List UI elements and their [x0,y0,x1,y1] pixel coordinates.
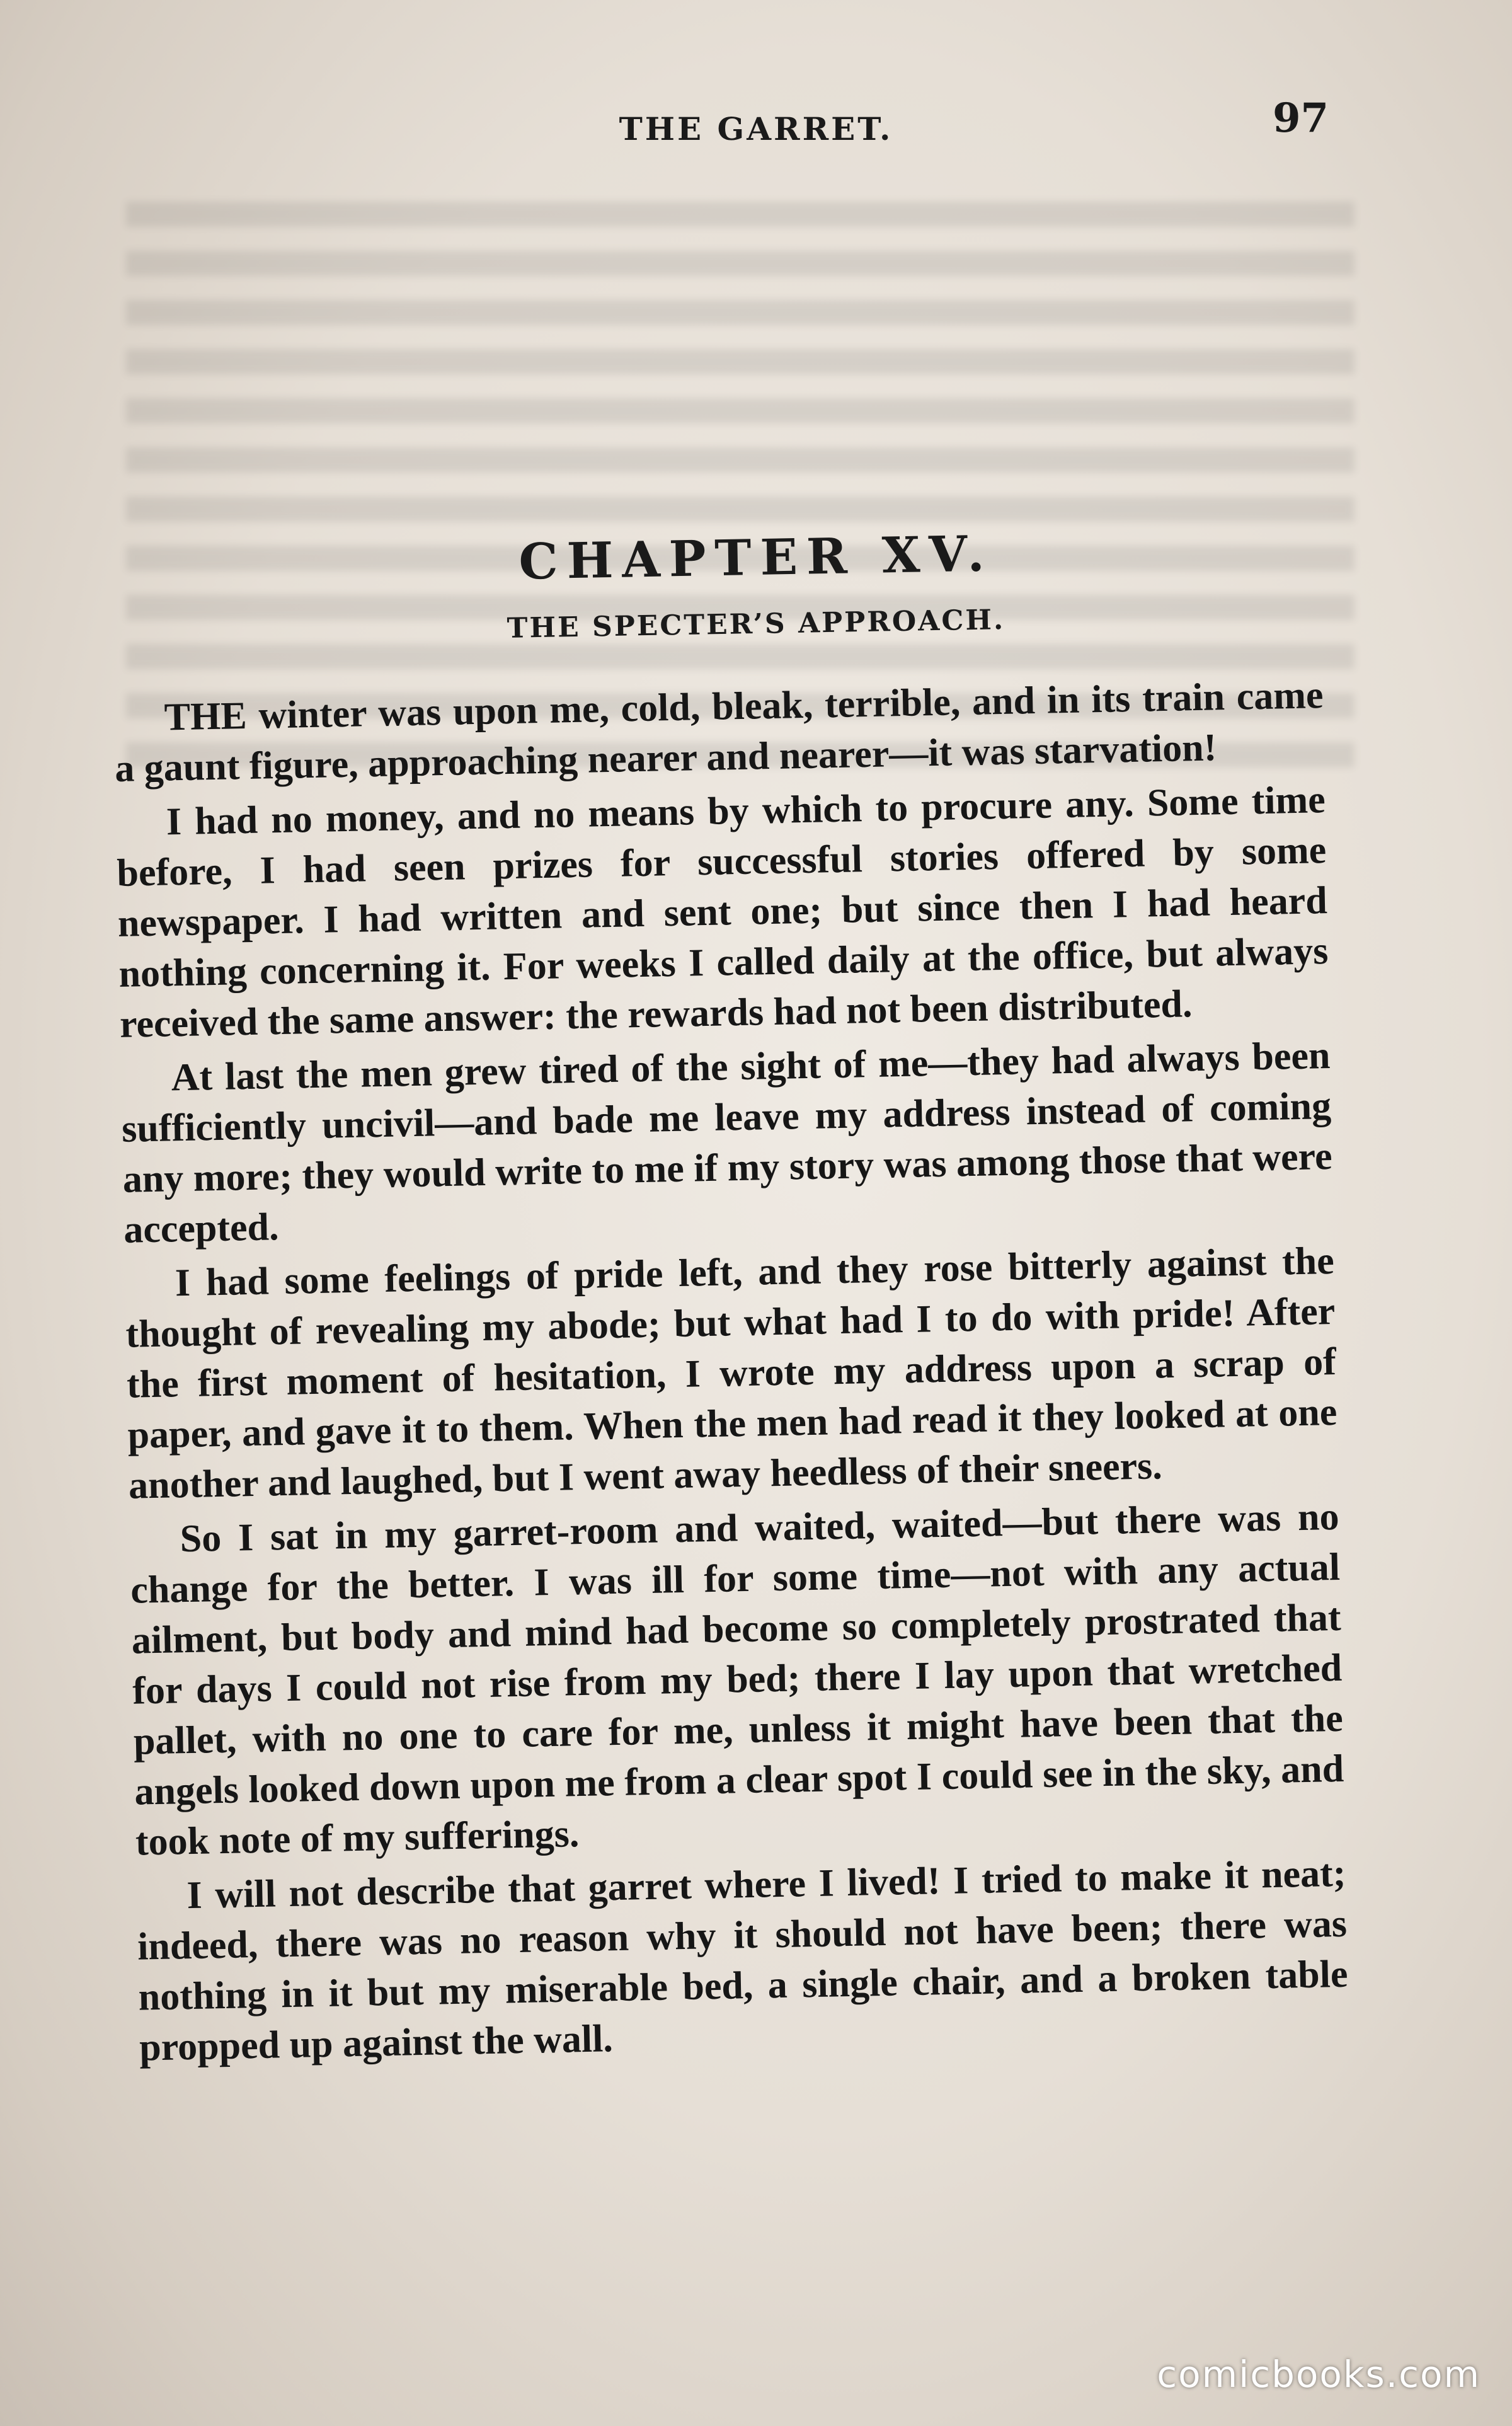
watermark-text: comicbooks.com [1157,2353,1480,2396]
chapter-title: CHAPTER XV. [518,525,994,591]
paragraph: I had no money, and no means by which to procure any. Some time before, I had seen prizes for successful stories offered by some newspaper. I had written and sent one; but since then I had heard nothing concerning it. For weeks I called daily at the office, but always received the same answer: the rewards had not been distributed. [116,778,1329,1046]
paragraph: So I sat in my garret-room and waited, waited—but there was no change for the better. I was ill for some time—not with any actual ailment, but body and mind had become so completely prostrated that for days I could not rise from my bed; there I lay upon that wretched pallet, with no one to care for me, unless it might have been that the angels looked down upon me from a clear spot I could see in the sky, and took note of my sufferings. [130,1495,1344,1864]
paragraph: At last the men grew tired of the sight of me—they had always been sufficiently uncivil—and bade me leave my address instead of coming any more; they would write to me if my story was among those that were accepted. [121,1034,1333,1251]
running-title: THE GARRET. [619,110,893,147]
paragraph: I will not describe that garret where I lived! I tried to make it neat; indeed, there was no reason why it should not have been; there was nothing in it but my miserable bed, a single chair, and a broken table propped up against the wall. [137,1851,1349,2069]
page-number: 97 [1273,95,1329,142]
chapter-subtitle: THE SPECTER’S APPROACH. [507,604,1005,645]
paragraph: I had some feelings of pride left, and they rose bitterly against the thought of revealing my abode; but what had I to do with pride! After the first moment of hesitation, I wrote my address upon a scrap of paper, and gave it to them. When the men had read it they looked at one another and laughed, but I went away heedless of their sneers. [125,1239,1337,1507]
paragraph: THE winter was upon me, cold, bleak, terrible, and in its train came a gaunt figure, approaching nearer and nearer—it was starvation! [114,674,1324,790]
body-text [113,670,1349,2076]
